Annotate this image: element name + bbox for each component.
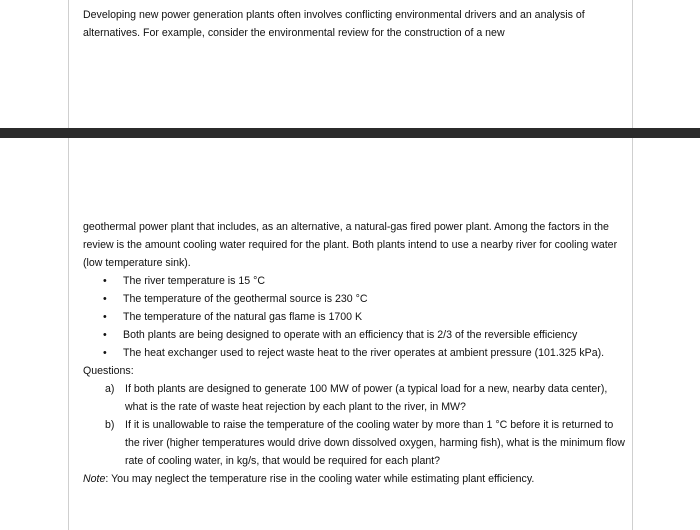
question-text: If both plants are designed to generate 100 MW of power (a typical load for a new, nearby data center), what is the rate of waste heat rejection by each plant to the river, in MW?	[125, 383, 608, 413]
question-marker: b)	[105, 419, 115, 431]
bullet-icon: •	[103, 329, 107, 341]
given-conditions-list	[83, 272, 628, 362]
page-right-border	[632, 0, 633, 530]
page-left-border	[68, 0, 69, 530]
question-item	[105, 380, 628, 416]
questions-heading: Questions:	[83, 365, 134, 377]
bullet-icon: •	[103, 311, 107, 323]
problem-body	[83, 218, 628, 488]
bullet-icon: •	[103, 347, 107, 359]
question-marker: a)	[105, 383, 115, 395]
note-text: : You may neglect the temperature rise in the cooling water while estimating plant efficiency.	[105, 473, 535, 485]
list-item	[103, 290, 628, 308]
list-item	[103, 326, 628, 344]
bullet-icon: •	[103, 275, 107, 287]
bullet-icon: •	[103, 293, 107, 305]
bullet-text: The temperature of the geothermal source is 230 °C	[123, 293, 368, 305]
list-item	[103, 308, 628, 326]
question-text: If it is unallowable to raise the temperature of the cooling water by more than 1 °C before it is returned to the river (higher temperatures would drive down dissolved oxygen, harming fish), what is the minimum flow rate of cooling water, in kg/s, that would be required for each plant?	[125, 419, 625, 467]
list-item	[103, 272, 628, 290]
note-paragraph	[83, 470, 628, 488]
page-break-divider	[0, 128, 700, 138]
intro-text-continued: geothermal power plant that includes, as an alternative, a natural-gas fired power plant. Among the factors in the review is the amount cooling water required for the plant. Both plants intend to use a nearby river for cooling water (low temperature sink).	[83, 221, 618, 269]
bullet-text: Both plants are being designed to operate with an efficiency that is 2/3 of the reversible efficiency	[123, 329, 578, 341]
intro-text-top: Developing new power generation plants often involves conflicting environmental drivers and an analysis of alternatives. For example, consider the environmental review for the construction of a new	[83, 9, 585, 39]
questions-list	[83, 380, 628, 470]
note-label: Note	[83, 473, 106, 485]
bullet-text: The river temperature is 15 °C	[123, 275, 266, 287]
question-item	[105, 416, 628, 470]
bullet-text: The heat exchanger used to reject waste heat to the river operates at ambient pressure (101.325 kPa).	[123, 347, 605, 359]
list-item	[103, 344, 628, 362]
bullet-text: The temperature of the natural gas flame is 1700 K	[123, 311, 363, 323]
intro-paragraph-top	[83, 6, 628, 42]
